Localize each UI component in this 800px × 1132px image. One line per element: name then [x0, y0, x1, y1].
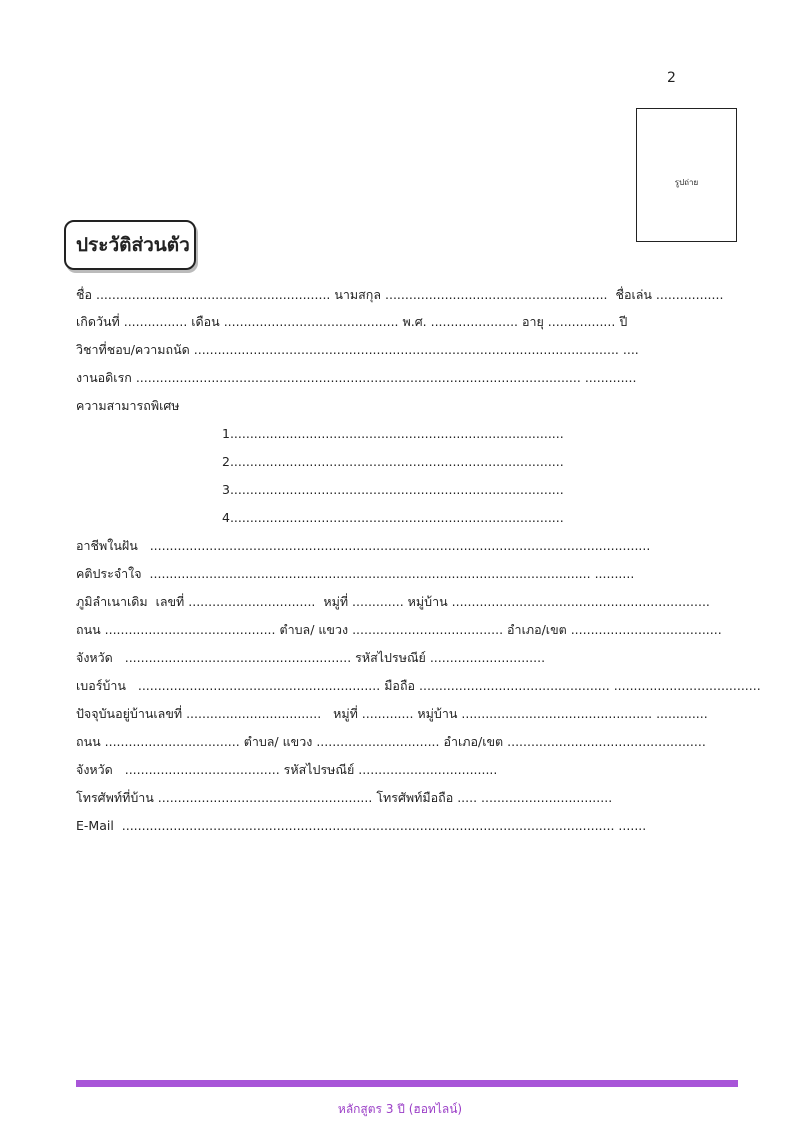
form-line-current-province[interactable]: จังหวัด ....................................... รหัสไปรษณีย์ ................................... [76, 762, 498, 777]
form-line-ability-1[interactable]: 1.................................................................................... [222, 426, 564, 441]
form-label-special-abilities: ความสามารถพิเศษ [76, 398, 180, 413]
form-line-favorite-subject[interactable]: วิชาที่ชอบ/ความถนัด ........................................................................................................... .... [76, 342, 639, 357]
form-line-ability-2[interactable]: 2.................................................................................... [222, 454, 564, 469]
form-line-birthdate[interactable]: เกิดวันที่ ................ เดือน ............................................ พ.ศ. ...................... อายุ ................. ปี [76, 314, 628, 329]
form-line-current-address[interactable]: ปัจจุบันอยู่บ้านเลขที่ .................................. หมู่ที่ ............. หมู่บ้าน ................................................ ............. [76, 706, 708, 721]
form-line-hometown-province[interactable]: จังหวัด ......................................................... รหัสไปรษณีย์ ............................. [76, 650, 546, 665]
footer-divider [76, 1080, 738, 1087]
form-line-hobby[interactable]: งานอดิเรก ................................................................................................................ ............. [76, 370, 637, 385]
photo-label: รูปถ่าย [674, 178, 699, 187]
section-title: ประวัติส่วนตัว [64, 220, 196, 270]
form-line-hometown-address[interactable]: ภูมิลำเนาเดิม เลขที่ ................................ หมู่ที่ ............. หมู่บ้าน ................................................................. [76, 594, 710, 609]
footer-text: หลักสูตร 3 ปี (ฮอทไลน์) [337, 1102, 463, 1116]
form-line-telephone[interactable]: โทรศัพท์ที่บ้าน ...................................................... โทรศัพท์มือถือ ..... ................................. [76, 790, 613, 805]
form-line-ability-4[interactable]: 4.................................................................................... [222, 510, 564, 525]
form-line-email[interactable]: E-Mail ............................................................................................................................ ....... [76, 818, 647, 833]
form-line-current-road[interactable]: ถนน .................................. ตำบล/ แขวง ............................... อำเภอ/เขต .................................................. [76, 734, 706, 749]
photo-placeholder[interactable] [636, 108, 737, 242]
form-line-hometown-road[interactable]: ถนน ........................................... ตำบล/ แขวง ...................................... อำเภอ/เขต ...................................... [76, 622, 722, 637]
form-line-motto[interactable]: คติประจำใจ ............................................................................................................... .......... [76, 566, 635, 581]
form-line-home-phone-mobile[interactable]: เบอร์บ้าน ............................................................. มือถือ ................................................ ..................................... [76, 678, 761, 693]
page-number: 2 [667, 70, 676, 86]
form-line-ability-3[interactable]: 3.................................................................................... [222, 482, 564, 497]
form-line-dream-career[interactable]: อาชีพในฝัน .............................................................................................................................. [76, 538, 651, 553]
form-line-name[interactable]: ชื่อ ........................................................... นามสกุล ........................................................ ชื่อเล่น ................. [76, 287, 724, 302]
